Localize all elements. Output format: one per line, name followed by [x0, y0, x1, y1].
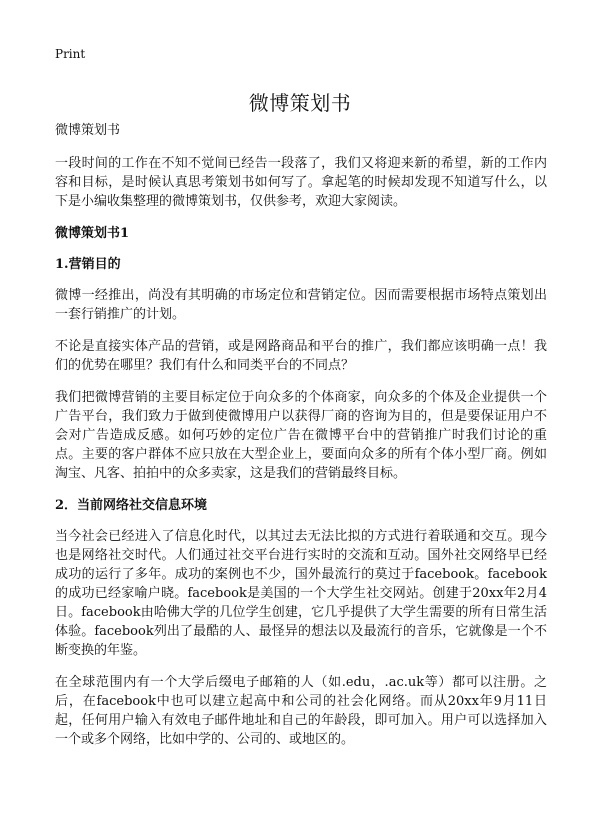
paragraph-4: 当今社会已经进入了信息化时代，以其过去无法比拟的方式进行着联通和交互。现今也是网络社交时代。人们通过社交平台进行实时的交流和互动。国外社交网络早已经成功的运行了多年。成功的案例也不少，国外最流行的莫过于facebook。facebook的成功已经家喻户晓。facebook是美国的一个大学生社交网站。创建于20xx年2月4日。facebook由哈佛大学的几位学生创建，它几乎提供了大学生需要的所有日常生活体验。facebook列出了最酷的人、最怪异的想法以及最流行的音乐，它就像是一个不断变换的年鉴。 — [55, 529, 547, 658]
paragraph-1: 微博一经推出，尚没有其明确的市场定位和营销定位。因而需要根据市场特点策划出一套行销推广的计划。 — [55, 288, 547, 322]
section-title: 微博策划书1 — [55, 226, 130, 241]
print-label: Print — [55, 47, 86, 61]
document-subtitle: 微博策划书 — [55, 123, 121, 138]
document-title: 微博策划书 — [248, 91, 352, 116]
paragraph-3: 我们把微博营销的主要目标定位于向众多的个体商家，向众多的个体及企业提供一个广告平台，我们致力于做到使微博用户以获得厂商的咨询为目的，但是要保证用户不会对广告造成反感。如何巧妙的定位广告在微博平台中的营销推广时我们讨论的重点。主要的客户群体不应只放在大型企业上，要面向众多的所有个体小型厂商。例如淘宝、凡客、拍拍中的众多卖家，这是我们的营销最终目标。 — [55, 390, 547, 481]
document-content — [55, 121, 547, 762]
heading-social-network-environment: 2．当前网络社交信息环境 — [55, 498, 208, 513]
paragraph-2: 不论是直接实体产品的营销，或是网路商品和平台的推广，我们都应该明确一点！我们的优势在哪里？我们有什么和同类平台的不同点？ — [55, 339, 547, 373]
paragraph-5: 在全球范围内有一个大学后缀电子邮箱的人（如.edu，.ac.uk等）都可以注册。之后，在facebook中也可以建立起高中和公司的社会化网络。而从20xx年9月11日起，任何用户输入有效电子邮件地址和自己的年龄段，即可加入。用户可以选择加入一个或多个网络，比如中学的、公司的、或地区的。 — [55, 675, 547, 747]
heading-marketing-purpose: 1.营销目的 — [55, 257, 121, 272]
intro-paragraph: 一段时间的工作在不知不觉间已经告一段落了，我们又将迎来新的希望，新的工作内容和目标，是时候认真思考策划书如何写了。拿起笔的时候却发现不知道写什么，以下是小编收集整理的微博策划书，仅供参考，欢迎大家阅读。 — [55, 156, 547, 209]
